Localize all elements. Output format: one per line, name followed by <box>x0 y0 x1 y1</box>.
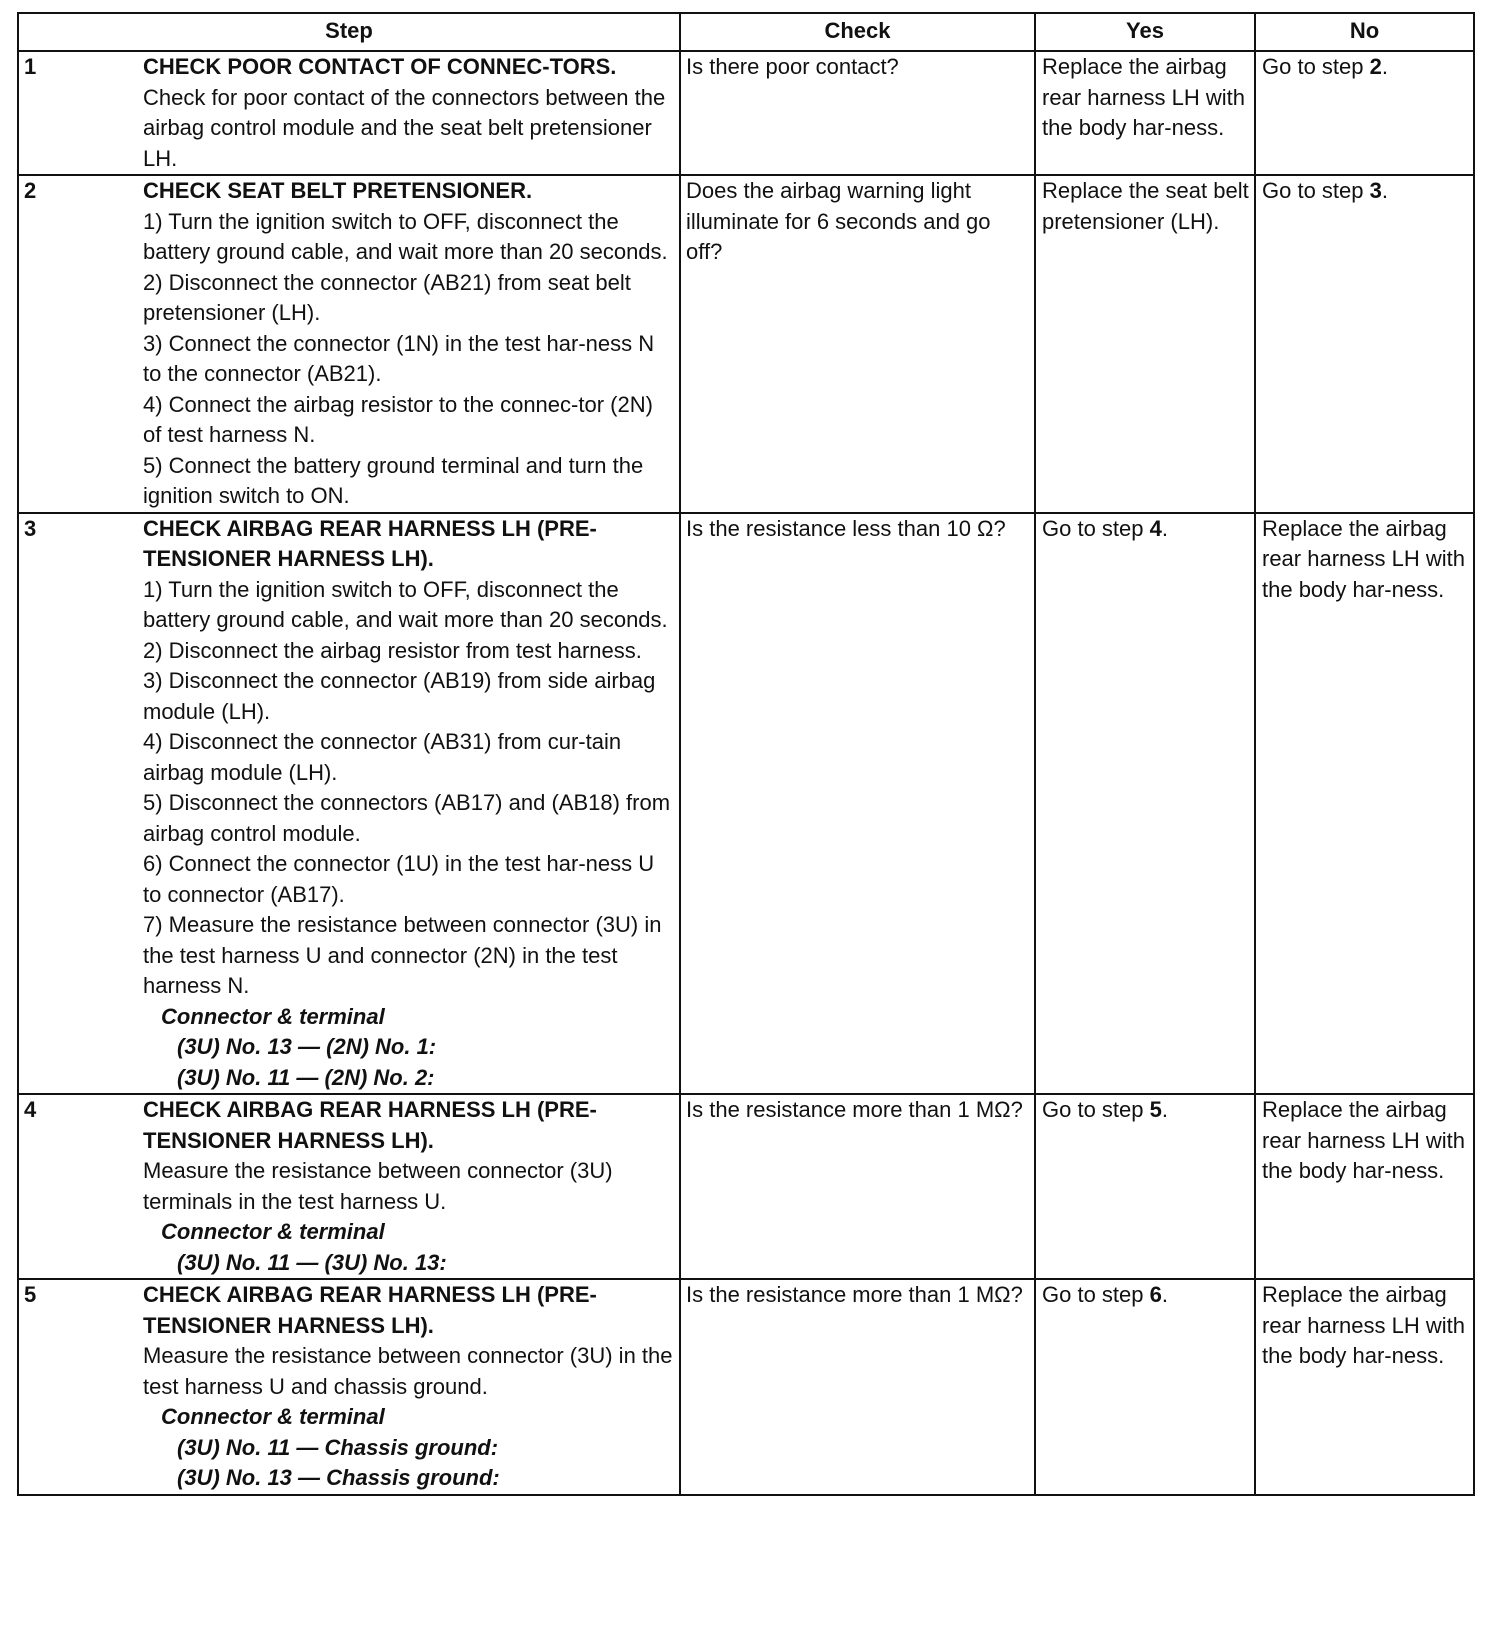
step-instruction: 6) Connect the connector (1U) in the test har-ness U to connector (AB17). <box>143 851 655 907</box>
table-row <box>18 175 1474 513</box>
yes-goto-step-number: 4 <box>1149 515 1162 541</box>
table-row <box>18 1094 1474 1279</box>
check-cell: Is the resistance more than 1 MΩ? <box>680 1279 1035 1495</box>
check-cell: Is the resistance less than 10 Ω? <box>680 513 1035 1095</box>
table-row <box>18 513 1474 1095</box>
header-row <box>18 13 1474 51</box>
no-action-text: Go to step <box>1262 54 1370 79</box>
header-no: No <box>1255 13 1474 51</box>
diagnostic-table <box>17 12 1475 1496</box>
step-instruction: Check for poor contact of the connectors between the airbag control module and the seat belt pretensioner LH. <box>143 84 666 171</box>
yes-cell <box>1035 1094 1255 1279</box>
connector-terminal-spec: (3U) No. 13 — (2N) No. 1: <box>177 1034 437 1059</box>
step-number: 2 <box>24 178 37 203</box>
yes-action-text: Replace the airbag rear harness LH with the body har-ness. <box>1042 54 1245 140</box>
yes-action-text: Go to step <box>1042 515 1150 541</box>
no-goto-step-number: 3 <box>1369 178 1382 203</box>
no-goto-step-number: 2 <box>1369 54 1382 79</box>
step-cell <box>18 51 680 175</box>
no-action-text: Replace the airbag rear harness LH with the body har-ness. <box>1262 1282 1465 1368</box>
step-instruction: 5) Connect the battery ground terminal and turn the ignition switch to ON. <box>143 452 644 508</box>
no-action-text: Replace the airbag rear harness LH with the body har-ness. <box>1262 1097 1465 1183</box>
step-title: CHECK POOR CONTACT OF CONNEC-TORS. <box>143 54 617 79</box>
step-title: CHECK AIRBAG REAR HARNESS LH (PRE-TENSIONER HARNESS LH). <box>143 1097 597 1153</box>
table-row <box>18 1279 1474 1495</box>
step-title: CHECK SEAT BELT PRETENSIONER. <box>143 178 533 203</box>
step-title: CHECK AIRBAG REAR HARNESS LH (PRE-TENSIONER HARNESS LH). <box>143 1282 597 1338</box>
step-number: 5 <box>24 1282 37 1307</box>
connector-terminal-spec: (3U) No. 11 — (3U) No. 13: <box>177 1249 447 1275</box>
yes-action-text: Go to step <box>1042 1097 1150 1122</box>
period: . <box>1381 178 1388 203</box>
period: . <box>1381 54 1388 79</box>
step-cell <box>18 513 680 1095</box>
step-cell <box>18 1279 680 1495</box>
step-cell <box>18 175 680 513</box>
table-row <box>18 51 1474 175</box>
yes-action-text: Go to step <box>1042 1282 1150 1307</box>
step-number: 3 <box>24 515 37 541</box>
step-number: 4 <box>24 1097 37 1122</box>
step-instruction: 7) Measure the resistance between connector (3U) in the test harness U and connector (2N) in the test harness N. <box>143 912 662 998</box>
yes-cell <box>1035 1279 1255 1495</box>
no-cell <box>1255 175 1474 513</box>
step-cell <box>18 1094 680 1279</box>
check-cell: Does the airbag warning light illuminate for 6 seconds and go off? <box>680 175 1035 513</box>
step-instruction: 3) Connect the connector (1N) in the test har-ness N to the connector (AB21). <box>143 330 655 386</box>
step-instruction: Measure the resistance between connector (3U) terminals in the test harness U. <box>143 1158 613 1214</box>
period: . <box>1161 515 1168 541</box>
yes-goto-step-number: 5 <box>1149 1097 1162 1122</box>
check-cell: Is there poor contact? <box>680 51 1035 175</box>
connector-terminal-spec: (3U) No. 11 — (2N) No. 2: <box>177 1064 435 1090</box>
step-instruction: 2) Disconnect the connector (AB21) from seat belt pretensioner (LH). <box>143 269 631 325</box>
period: . <box>1161 1282 1168 1307</box>
step-instruction: 3) Disconnect the connector (AB19) from side airbag module (LH). <box>143 668 656 724</box>
connector-terminal-heading: Connector & terminal <box>161 1003 385 1029</box>
step-instruction: 5) Disconnect the connectors (AB17) and (AB18) from airbag control module. <box>143 790 671 846</box>
yes-cell <box>1035 513 1255 1095</box>
no-cell <box>1255 51 1474 175</box>
connector-terminal-spec: (3U) No. 11 — Chassis ground: <box>177 1434 499 1460</box>
period: . <box>1161 1097 1168 1122</box>
no-action-text: Go to step <box>1262 178 1370 203</box>
yes-action-text: Replace the seat belt pretensioner (LH). <box>1042 178 1249 234</box>
header-yes: Yes <box>1035 13 1255 51</box>
connector-terminal-spec: (3U) No. 13 — Chassis ground: <box>177 1465 500 1490</box>
step-instruction: 4) Connect the airbag resistor to the connec-tor (2N) of test harness N. <box>143 391 653 447</box>
no-action-text: Replace the airbag rear harness LH with the body har-ness. <box>1262 515 1465 602</box>
step-instruction: 1) Turn the ignition switch to OFF, disconnect the battery ground cable, and wait more than 20 seconds. <box>143 208 668 264</box>
connector-terminal-heading: Connector & terminal <box>161 1219 385 1244</box>
yes-cell <box>1035 175 1255 513</box>
header-step: Step <box>18 13 680 51</box>
yes-goto-step-number: 6 <box>1149 1282 1162 1307</box>
step-instruction: 4) Disconnect the connector (AB31) from cur-tain airbag module (LH). <box>143 729 622 785</box>
header-check: Check <box>680 13 1035 51</box>
step-instruction: 1) Turn the ignition switch to OFF, disconnect the battery ground cable, and wait more than 20 seconds. <box>143 576 668 632</box>
no-cell <box>1255 1279 1474 1495</box>
step-instruction: 2) Disconnect the airbag resistor from test harness. <box>143 637 642 663</box>
yes-cell <box>1035 51 1255 175</box>
no-cell <box>1255 1094 1474 1279</box>
no-cell <box>1255 513 1474 1095</box>
step-number: 1 <box>24 54 37 79</box>
step-instruction: Measure the resistance between connector (3U) in the test harness U and chassis ground. <box>143 1343 673 1399</box>
check-cell: Is the resistance more than 1 MΩ? <box>680 1094 1035 1279</box>
step-title: CHECK AIRBAG REAR HARNESS LH (PRE-TENSIONER HARNESS LH). <box>143 515 597 571</box>
connector-terminal-heading: Connector & terminal <box>161 1404 385 1429</box>
